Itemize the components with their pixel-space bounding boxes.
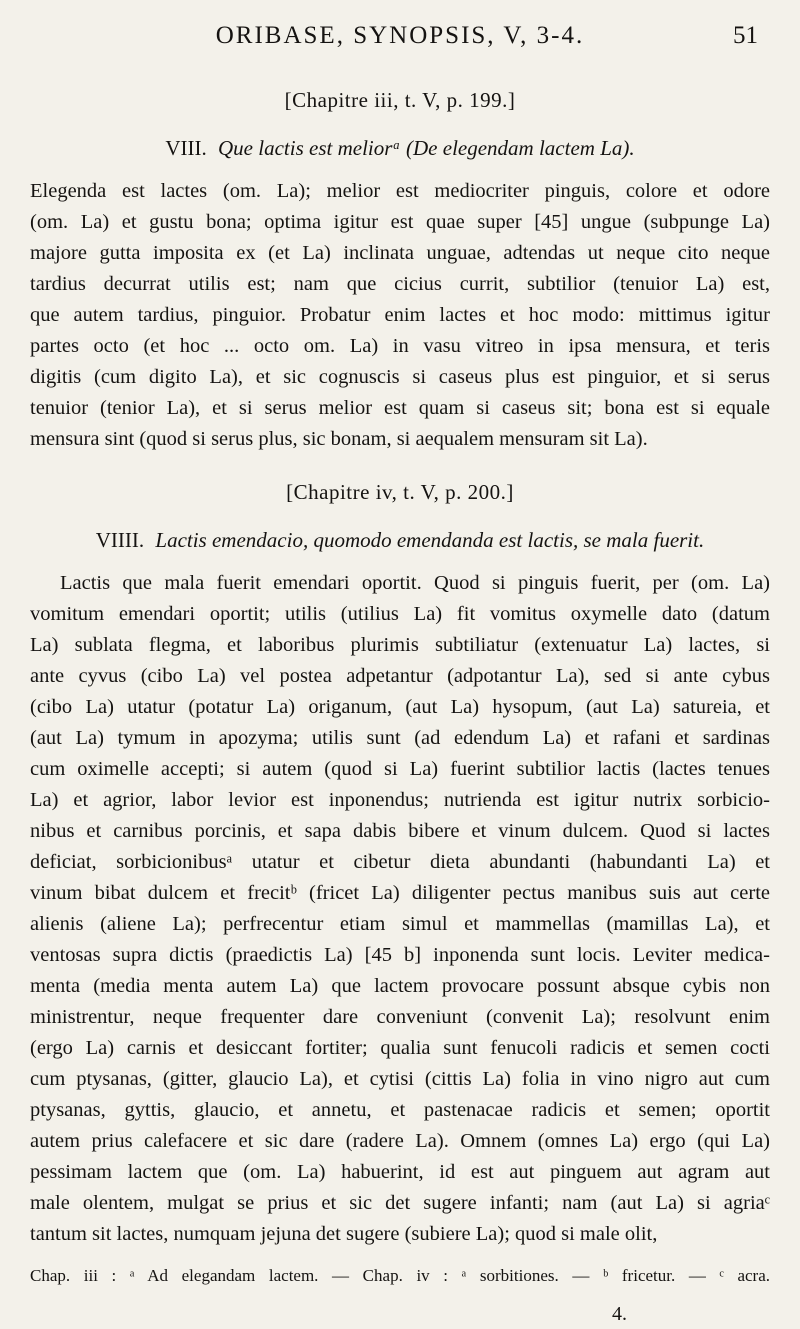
text-line: (om. La) et gustu bona; optima igitur est quae super [45] ungue (subpunge La) <box>30 211 770 233</box>
text-line: tenuior (tenior La), et si serus melior est quam si caseus sit; bona est si equale <box>30 397 770 419</box>
text-line: tardius decurrat utilis est; nam que cicius currit, subtilior (tenuior La) est, <box>30 273 770 295</box>
chapter-1-text <box>30 176 770 455</box>
text-line: vomitum emendari oportit; utilis (utilius La) fit vomitus oxymelle dato (datum <box>30 603 770 625</box>
section-title-2 <box>0 528 800 553</box>
text-line: nibus et carnibus porcinis, et sapa dabis bibere et vinum dulcem. Quod si lactes <box>30 820 770 842</box>
running-title: ORIBASE, SYNOPSIS, V, 3-4. <box>215 22 585 49</box>
footnotes: Chap. iii : ᵃ Ad elegandam lactem. — Chap. iv : ᵃ sorbitiones. — ᵇ fricetur. — ᶜ acra. <box>30 1266 770 1285</box>
text-line: ptysanas, gyttis, glaucio, et annetu, et pastenacae radicis et semen; oportit <box>30 1099 770 1121</box>
text-line: ante cyvus (cibo La) vel postea adpetantur (adpotantur La), sed si ante cybus <box>30 665 770 687</box>
text-line: cum ptysanas, (gitter, glaucio La), et cytisi (cittis La) folia in vino nigro aut cum <box>30 1068 770 1090</box>
text-line: (ergo La) carnis et desiccant fortiter; qualia sunt fenucoli radicis et semen cocti <box>30 1037 770 1059</box>
chapter-reference-2: [Chapitre iv, t. V, p. 200.] <box>286 480 514 504</box>
text-line: tantum sit lactes, numquam jejuna det sugere (subiere La); quod si male olit, <box>30 1223 658 1245</box>
text-line: La) et agrior, labor levior est inponendus; nutrienda est igitur nutrix sorbicio- <box>30 789 770 811</box>
text-line: mensura sint (quod si serus plus, sic bonam, si aequalem mensuram sit La). <box>30 428 648 450</box>
chapter-reference-1: [Chapitre iii, t. V, p. 199.] <box>284 88 516 112</box>
text-line: cum oximelle accepti; si autem (quod si La) fuerint subtilior lactis (lactes tenues <box>30 758 770 780</box>
section-title-1 <box>0 136 800 161</box>
text-line: pessimam lactem que (om. La) habuerint, id est aut pinguem aut agram aut <box>30 1161 770 1183</box>
text-line: deficiat, sorbicionibusᵃ utatur et cibetur dieta abundanti (habundanti La) et <box>30 851 770 873</box>
section-number-2: VIIII. <box>95 528 145 552</box>
text-line: menta (media menta autem La) que lactem provocare possunt absque cybis non <box>30 975 770 997</box>
text-line: autem prius calefacere et sic dare (radere La). Omnem (omnes La) ergo (qui La) <box>30 1130 770 1152</box>
text-line: Lactis que mala fuerit emendari oportit. Quod si pinguis fuerit, per (om. La) <box>60 572 770 594</box>
signature-mark: 4. <box>612 1303 627 1325</box>
text-line: (aut La) tymum in apozyma; utilis sunt (ad edendum La) et rafani et sardinas <box>30 727 770 749</box>
text-line: majore gutta imposita ex (et La) inclinata unguae, adtendas ut neque cito neque <box>30 242 770 264</box>
text-line: digitis (cum digito La), et sic cognuscis si caseus plus est pinguior, et si serus <box>30 366 770 388</box>
section-heading-2: Lactis emendacio, quomodo emendanda est lactis, se mala fuerit. <box>155 528 705 552</box>
page-number: 51 <box>733 22 758 49</box>
text-line: que autem tardius, pinguior. Probatur enim lactes et hoc modo: mittimus igitur <box>30 304 770 326</box>
text-line: alienis (aliene La); perfrecentur etiam simul et mammellas (mamillas La), et <box>30 913 770 935</box>
text-line: ministrentur, neque frequenter dare conveniunt (convenit La); resolvunt enim <box>30 1006 770 1028</box>
text-line: La) sublata flegma, et laboribus plurimis subtiliatur (extenuatur La) lactes, si <box>30 634 770 656</box>
text-line: ventosas supra dictis (praedictis La) [45 b] inponenda sunt locis. Leviter medica- <box>30 944 770 966</box>
text-line: vinum bibat dulcem et frecitᵇ (fricet La) diligenter pectus manibus suis aut certe <box>30 882 770 904</box>
chapter-2-text <box>30 568 770 1250</box>
running-head <box>0 18 800 58</box>
section-heading-1: Que lactis est meliorᵃ (De elegendam lactem La). <box>218 136 635 160</box>
section-number-1: VIII. <box>165 136 207 160</box>
text-line: (cibo La) utatur (potatur La) origanum, (aut La) hysopum, (aut La) satureia, et <box>30 696 770 718</box>
text-line: partes octo (et hoc ... octo om. La) in vasu vitreo in ipsa mensura, et teris <box>30 335 770 357</box>
text-line: Elegenda est lactes (om. La); melior est mediocriter pinguis, colore et odore <box>30 180 770 202</box>
text-line: male olentem, mulgat se prius et sic det sugere infanti; nam (aut La) si agriaᶜ <box>30 1192 770 1214</box>
